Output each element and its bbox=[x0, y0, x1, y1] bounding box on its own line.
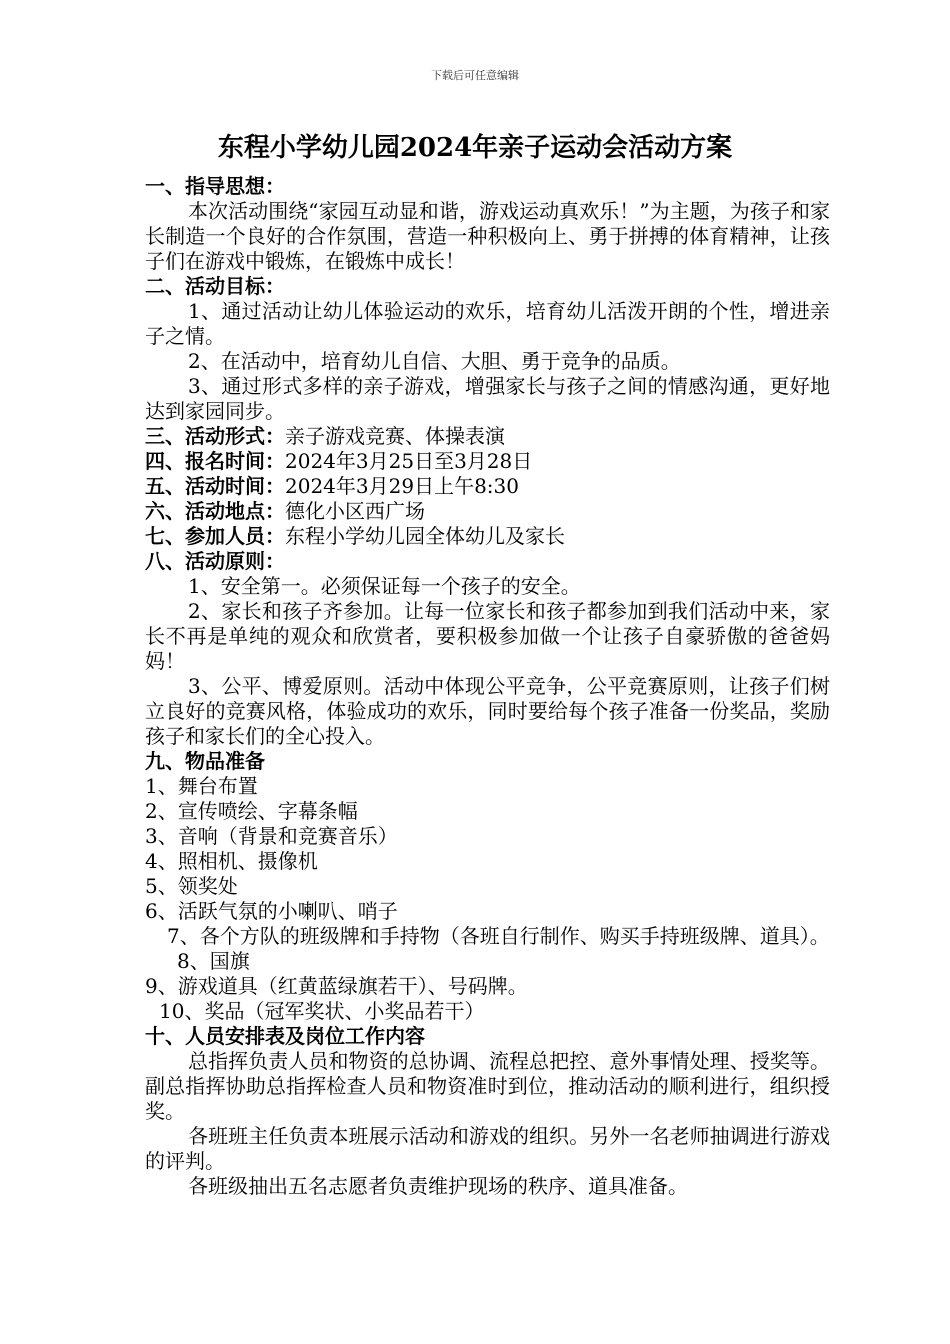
section-heading-registration-time bbox=[145, 449, 830, 474]
paragraph: 2、在活动中，培育幼儿自信、大胆、勇于竞争的品质。 bbox=[188, 349, 681, 373]
section-heading-event-time bbox=[145, 474, 830, 499]
list-item: 8、国旗 bbox=[177, 949, 250, 973]
paragraph: 本次活动围绕“家园互动显和谐，游戏运动真欢乐！”为主题，为孩子和家长制造一个良好的合作氛围，营造一种积极向上、勇于拼搏的体育精神，让孩子们在游戏中锻炼，在锻炼中成长！ bbox=[145, 199, 830, 273]
section-heading-principles: 八、活动原则： bbox=[145, 549, 285, 573]
header-note: 下载后可任意编辑 bbox=[431, 69, 519, 82]
list-item: 5、领奖处 bbox=[145, 874, 238, 898]
section-heading-guiding-thought: 一、指导思想： bbox=[145, 174, 285, 198]
paragraph: 3、公平、博爱原则。活动中体现公平竞争，公平竞赛原则，让孩子们树立良好的竞赛风格，体验成功的欢乐，同时要给每个孩子准备一份奖品，奖励孩子和家长们的全心投入。 bbox=[145, 674, 830, 748]
section-label: 七、参加人员： bbox=[145, 524, 285, 548]
list-item: 9、游戏道具（红黄蓝绿旗若干）、号码牌。 bbox=[145, 974, 528, 998]
section-heading-staffing: 十、人员安排表及岗位工作内容 bbox=[145, 1024, 425, 1048]
paragraph: 1、通过活动让幼儿体验运动的欢乐，培育幼儿活泼开朗的个性，增进亲子之情。 bbox=[145, 299, 830, 348]
paragraph: 1、安全第一。必须保证每一个孩子的安全。 bbox=[188, 574, 581, 598]
list-item: 7、各个方队的班级牌和手持物（各班自行制作、购买手持班级牌、道具）。 bbox=[167, 924, 830, 948]
paragraph: 3、通过形式多样的亲子游戏，增强家长与孩子之间的情感沟通，更好地达到家园同步。 bbox=[145, 374, 830, 423]
section-heading-form bbox=[145, 424, 830, 449]
document-body bbox=[145, 174, 830, 1199]
paragraph: 各班级抽出五名志愿者负责维护现场的秩序、道具准备。 bbox=[188, 1174, 688, 1198]
section-heading-location bbox=[145, 499, 830, 524]
section-value: 东程小学幼儿园全体幼儿及家长 bbox=[285, 524, 565, 548]
section-label: 六、活动地点： bbox=[145, 499, 285, 523]
document-title: 东程小学幼儿园2024年亲子运动会活动方案 bbox=[217, 133, 733, 163]
list-item: 10、奖品（冠军奖状、小奖品若干） bbox=[159, 999, 485, 1023]
section-value: 亲子游戏竞赛、体操表演 bbox=[285, 424, 505, 448]
list-item: 3、音响（背景和竞赛音乐） bbox=[145, 824, 398, 848]
section-heading-materials: 九、物品准备 bbox=[145, 749, 265, 773]
list-item: 2、宣传喷绘、字幕条幅 bbox=[145, 799, 358, 823]
section-heading-goals: 二、活动目标： bbox=[145, 274, 285, 298]
section-heading-participants bbox=[145, 524, 830, 549]
list-item: 6、活跃气氛的小喇叭、哨子 bbox=[145, 899, 398, 923]
paragraph: 各班班主任负责本班展示活动和游戏的组织。另外一名老师抽调进行游戏的评判。 bbox=[145, 1124, 830, 1173]
section-label: 五、活动时间： bbox=[145, 474, 285, 498]
list-item: 1、舞台布置 bbox=[145, 774, 258, 798]
section-label: 三、活动形式： bbox=[145, 424, 285, 448]
section-value: 德化小区西广场 bbox=[285, 499, 425, 523]
list-item: 4、照相机、摄像机 bbox=[145, 849, 318, 873]
section-value: 2024年3月29日上午8:30 bbox=[285, 474, 519, 498]
section-label: 四、报名时间： bbox=[145, 449, 285, 473]
section-value: 2024年3月25日至3月28日 bbox=[285, 449, 533, 473]
paragraph: 总指挥负责人员和物资的总协调、流程总把控、意外事情处理、授奖等。副总指挥协助总指挥检查人员和物资准时到位，推动活动的顺利进行，组织授奖。 bbox=[145, 1049, 830, 1123]
paragraph: 2、家长和孩子齐参加。让每一位家长和孩子都参加到我们活动中来，家长不再是单纯的观众和欣赏者，要积极参加做一个让孩子自豪骄傲的爸爸妈妈！ bbox=[145, 599, 830, 673]
